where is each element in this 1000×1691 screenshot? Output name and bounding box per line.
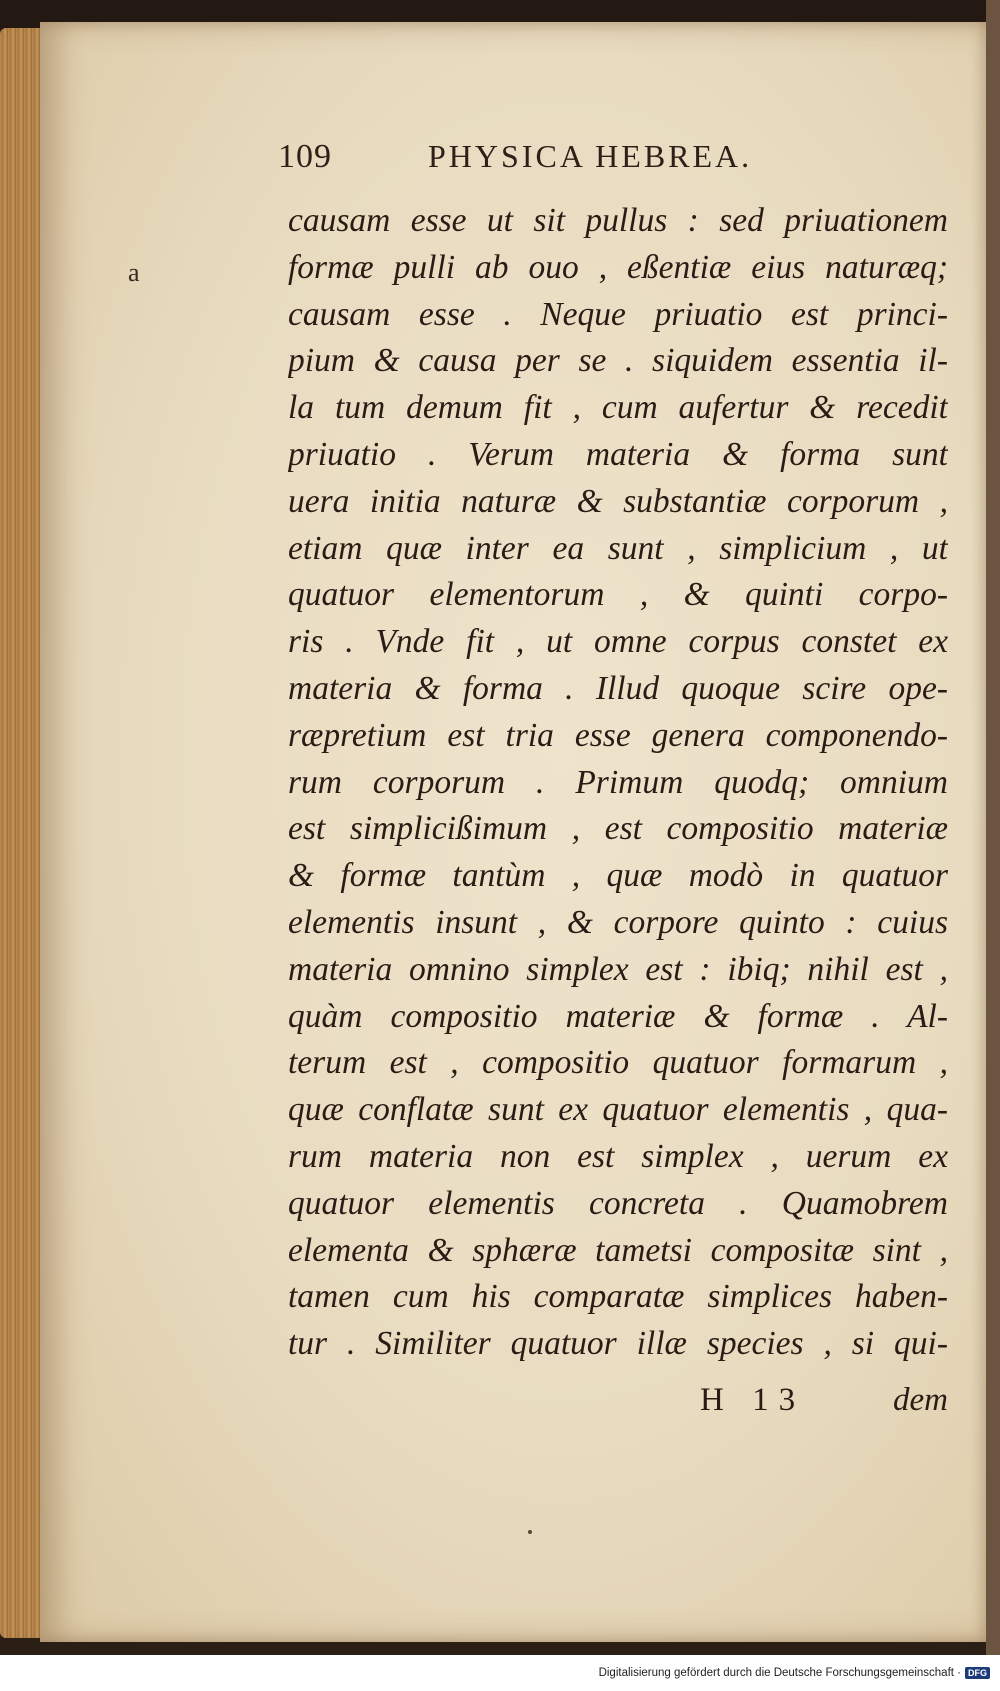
- signature-mark: H 13: [700, 1382, 806, 1418]
- text-line: quatuor elementorum , & quinti corpo-: [288, 576, 948, 614]
- funding-credit: Digitalisierung gefördert durch die Deutsche Forschungsgemeinschaft ·: [598, 1667, 961, 1679]
- text-line: materia & forma . Illud quoque scire ope-: [288, 669, 948, 707]
- text-line: terum est , compositio quatuor formarum ,: [288, 1044, 948, 1082]
- body-text: [288, 198, 948, 1368]
- text-line: uera initia naturæ & substantiæ corporum ,: [288, 482, 948, 520]
- text-line: ris . Vnde fit , ut omne corpus constet ex: [288, 623, 948, 661]
- text-line: elementis insunt , & corpore quinto : cuius: [288, 903, 948, 941]
- text-line: materia omnino simplex est : ibiq; nihil est ,: [288, 950, 948, 988]
- text-line: causam esse . Neque priuatio est princi-: [288, 295, 948, 333]
- text-line: la tum demum fit , cum aufertur & recedit: [288, 389, 948, 427]
- running-title: PHYSICA HEBREA.: [428, 138, 753, 174]
- page-header: [278, 138, 840, 176]
- catchword: dem: [893, 1382, 948, 1418]
- text-line: quatuor elementis concreta . Quamobrem: [288, 1184, 948, 1222]
- margin-mark: a: [128, 258, 140, 287]
- page-number: 109: [278, 138, 332, 175]
- text-line: tamen cum his comparatæ simplices haben-: [288, 1278, 948, 1316]
- ink-speck: [528, 1530, 532, 1534]
- catchline: [700, 1382, 948, 1419]
- text-line: causam esse ut sit pullus : sed priuationem: [288, 202, 948, 239]
- text-line: etiam quæ inter ea sunt , simplicium , ut: [288, 529, 948, 567]
- text-line: formæ pulli ab ouo , eßentiæ eius naturæq;: [288, 248, 948, 286]
- text-line: quæ conflatæ sunt ex quatuor elementis , qua-: [288, 1091, 948, 1129]
- text-line: tur . Similiter quatuor illæ species , si qui-: [288, 1325, 948, 1363]
- text-line: quàm compositio materiæ & formæ . Al-: [288, 997, 948, 1035]
- text-line: pium & causa per se . siquidem essentia il-: [288, 342, 948, 380]
- text-line: rum materia non est simplex , uerum ex: [288, 1137, 948, 1175]
- page-gutter: [986, 0, 1000, 1655]
- text-line: rum corporum . Primum quodq; omnium: [288, 763, 948, 801]
- text-line: priuatio . Verum materia & forma sunt: [288, 435, 948, 473]
- dfg-logo: DFG: [965, 1667, 990, 1679]
- text-line: ræpretium est tria esse genera componendo-: [288, 716, 948, 754]
- text-line: & formæ tantùm , quæ modò in quatuor: [288, 857, 948, 895]
- text-line: elementa & sphæræ tametsi compositæ sint ,: [288, 1231, 948, 1269]
- footer-bar: [0, 1655, 1000, 1691]
- text-line: est simplicißimum , est compositio materiæ: [288, 810, 948, 848]
